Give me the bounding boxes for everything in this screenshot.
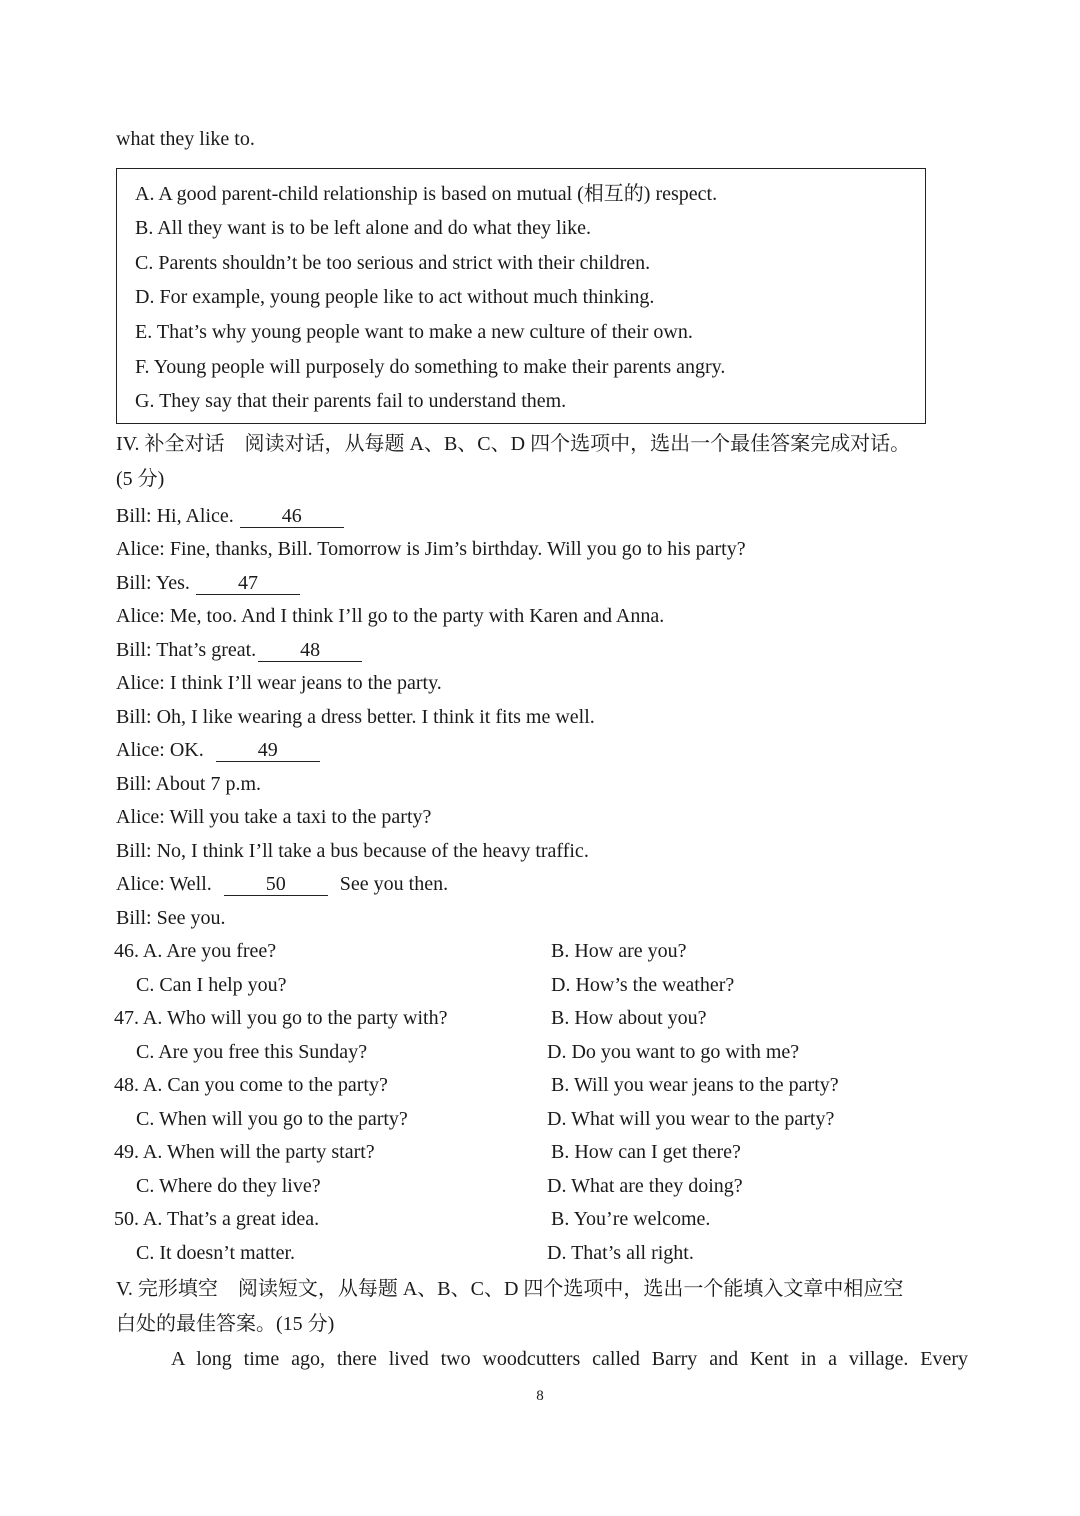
dialogue-text: Bill: That’s great. — [116, 639, 257, 661]
dialogue-text: Alice: Well. — [116, 873, 212, 895]
q48-option-b: B. Will you wear jeans to the party? — [551, 1074, 839, 1096]
q49-option-c: C. Where do they live? — [136, 1175, 321, 1197]
q46-option-d: D. How’s the weather? — [551, 974, 735, 996]
box-option-d: D. For example, young people like to act without much thinking. — [135, 286, 655, 308]
q49-option-d: D. What are they doing? — [547, 1175, 743, 1197]
section-5-heading-cont: 白处的最佳答案。(15 分) — [116, 1313, 335, 1335]
q50-option-a: 50. A. That’s a great idea. — [114, 1208, 320, 1230]
dialogue-line — [116, 704, 595, 730]
dialogue-line — [116, 838, 589, 864]
q47-option-b: B. How about you? — [551, 1007, 707, 1029]
passage-first-line: A long time ago, there lived two woodcutters called Barry and Kent in a village. Every — [171, 1348, 968, 1370]
dialogue-line — [116, 871, 448, 897]
dialogue-text: Alice: Me, too. And I think I’ll go to the party with Karen and Anna. — [116, 605, 665, 627]
dialogue-text: Bill: Oh, I like wearing a dress better. I think it fits me well. — [116, 706, 595, 728]
q47-option-c: C. Are you free this Sunday? — [136, 1041, 368, 1063]
q46-option-b: B. How are you? — [551, 940, 687, 962]
answer-blank-49: 49 — [216, 739, 320, 762]
page-number: 8 — [536, 1388, 544, 1404]
dialogue-text: Alice: Fine, thanks, Bill. Tomorrow is Jim’s birthday. Will you go to his party? — [116, 538, 746, 560]
dialogue-line — [116, 737, 326, 763]
dialogue-text: Bill: Yes. — [116, 572, 190, 594]
q50-option-d: D. That’s all right. — [547, 1242, 694, 1264]
dialogue-text: Bill: No, I think I’ll take a bus because of the heavy traffic. — [116, 840, 589, 862]
q50-option-c: C. It doesn’t matter. — [136, 1242, 296, 1264]
box-option-c: C. Parents shouldn’t be too serious and strict with their children. — [135, 252, 651, 274]
section-5-heading: V. 完形填空 阅读短文，从每题 A、B、C、D 四个选项中，选出一个能填入文章中相应空 — [116, 1278, 904, 1300]
dialogue-line — [116, 503, 350, 529]
q47-option-a: 47. A. Who will you go to the party with? — [114, 1007, 448, 1029]
dialogue-line — [116, 603, 664, 629]
answer-blank-47: 47 — [196, 572, 300, 595]
q50-option-b: B. You’re welcome. — [551, 1208, 711, 1230]
q49-option-b: B. How can I get there? — [551, 1141, 741, 1163]
q46-option-a: 46. A. Are you free? — [114, 940, 277, 962]
q48-option-a: 48. A. Can you come to the party? — [114, 1074, 388, 1096]
dialogue-line — [116, 670, 442, 696]
box-option-f: F. Young people will purposely do something to make their parents angry. — [135, 356, 726, 378]
q48-option-c: C. When will you go to the party? — [136, 1108, 408, 1130]
options-box — [116, 168, 926, 424]
q46-option-c: C. Can I help you? — [136, 974, 287, 996]
box-option-e: E. That’s why young people want to make a new culture of their own. — [135, 321, 693, 343]
dialogue-text: Alice: I think I’ll wear jeans to the party. — [116, 672, 442, 694]
box-option-b: B. All they want is to be left alone and do what they like. — [135, 217, 592, 239]
dialogue-line — [116, 771, 261, 797]
dialogue-text: Alice: Will you take a taxi to the party? — [116, 806, 432, 828]
dialogue-line — [116, 905, 225, 931]
q48-option-d: D. What will you wear to the party? — [547, 1108, 835, 1130]
dialogue-line — [116, 637, 368, 663]
dialogue-text: Alice: OK. — [116, 739, 204, 761]
continuation-line: what they like to. — [116, 128, 255, 150]
dialogue-text: Bill: About 7 p.m. — [116, 773, 262, 795]
q49-option-a: 49. A. When will the party start? — [114, 1141, 375, 1163]
answer-blank-48: 48 — [258, 639, 362, 662]
dialogue-line — [116, 536, 746, 562]
dialogue-text: Bill: See you. — [116, 907, 226, 929]
dialogue-text: Bill: Hi, Alice. — [116, 505, 234, 527]
box-option-g: G. They say that their parents fail to understand them. — [135, 390, 567, 412]
section-4-score: (5 分) — [116, 468, 165, 490]
dialogue-line — [116, 570, 306, 596]
q47-option-d: D. Do you want to go with me? — [547, 1041, 800, 1063]
dialogue-line — [116, 804, 431, 830]
answer-blank-50: 50 — [224, 873, 328, 896]
box-option-a: A. A good parent-child relationship is based on mutual (相互的) respect. — [135, 183, 718, 205]
dialogue-text-after: See you then. — [339, 873, 449, 895]
answer-blank-46: 46 — [240, 505, 344, 528]
section-4-heading: IV. 补全对话 阅读对话，从每题 A、B、C、D 四个选项中，选出一个最佳答案完成对话。 — [116, 433, 911, 455]
